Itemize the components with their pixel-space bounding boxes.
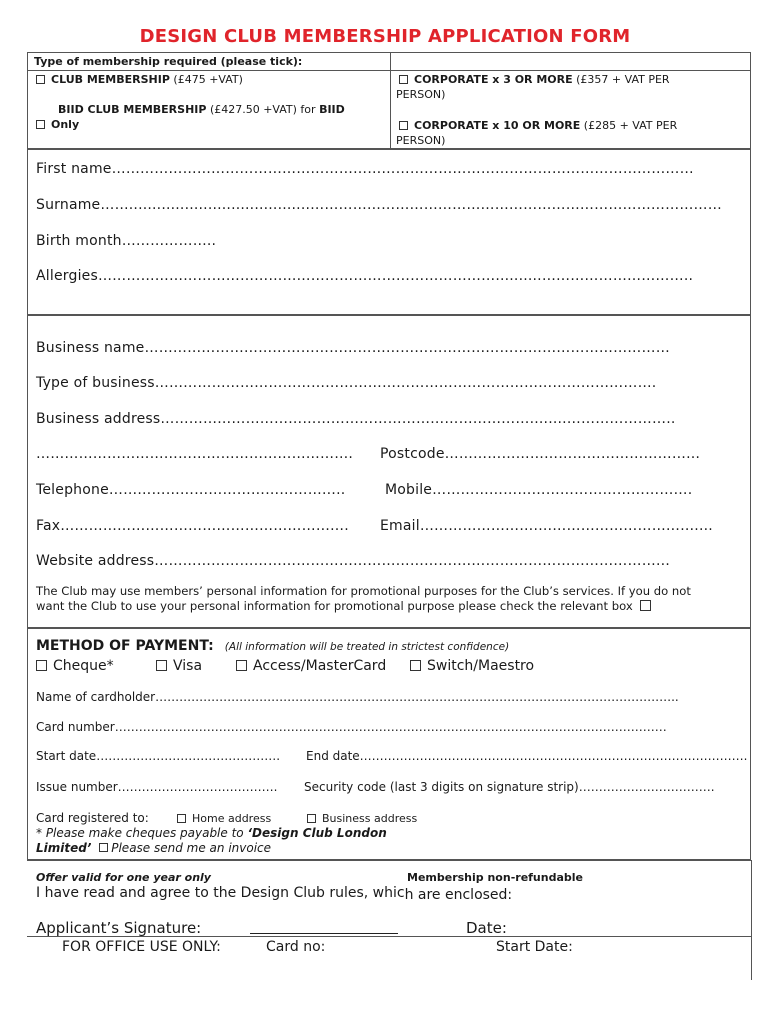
fax-field[interactable]: Fax……………………………………………………. xyxy=(36,518,349,534)
payment-option-maestro[interactable]: Switch/Maestro xyxy=(410,658,534,674)
option-corporate-3[interactable]: CORPORATE x 3 OR MORE (£357 + VAT PER xyxy=(399,73,670,86)
signature-label: Applicant’s Signature: xyxy=(36,919,202,937)
mobile-field[interactable]: Mobile………………………………………………. xyxy=(385,482,693,498)
home-address-option[interactable]: Home address xyxy=(177,812,271,825)
end-date-field[interactable]: End date……………………………………………………………………………………. xyxy=(306,749,748,763)
payment-note: (All information will be treated in strictest confidence) xyxy=(224,641,510,653)
issue-number-field[interactable]: Issue number…………………………………. xyxy=(36,780,278,794)
option-corporate-3-line2: PERSON) xyxy=(396,88,446,101)
form-title: DESIGN CLUB MEMBERSHIP APPLICATION FORM xyxy=(139,26,631,47)
card-no-label: Card no: xyxy=(266,939,326,955)
birth-month-field[interactable]: Birth month……………….. xyxy=(36,233,217,249)
card-number-field[interactable]: Card number………………………………………………………………………………………………………………………… xyxy=(36,720,667,734)
business-address-field[interactable]: Business address……………………………………………………………………........………………….. xyxy=(36,411,676,427)
membership-header: Type of membership required (please tick): xyxy=(34,55,303,68)
privacy-text-line2: want the Club to use your personal information for promotional purpose please check the relevant box xyxy=(36,599,657,613)
website-field[interactable]: Website address……………………………………………………….……………………………………… xyxy=(36,553,671,569)
invoice-checkbox[interactable] xyxy=(99,843,108,852)
first-name-field[interactable]: First name…………………………………………………………………………………………………………… xyxy=(36,161,694,177)
privacy-opt-out-checkbox[interactable] xyxy=(640,600,651,611)
option-corporate-10-line2: PERSON) xyxy=(396,134,446,147)
business-address-cont-field[interactable]: …………………………………………………………. xyxy=(36,446,354,462)
option-corporate-10[interactable]: CORPORATE x 10 OR MORE (£285 + VAT PER xyxy=(399,119,677,132)
checkbox-icon[interactable] xyxy=(410,660,421,671)
non-refundable-text: Membership non-refundable xyxy=(407,871,583,884)
office-use-label: FOR OFFICE USE ONLY: xyxy=(62,939,221,955)
checkbox-icon[interactable] xyxy=(236,660,247,671)
checkbox-icon[interactable] xyxy=(36,120,45,129)
agreement-text: I have read and agree to the Design Club rules, which are enclosed: xyxy=(36,885,513,903)
cheque-note-line2: Limited’ Please send me an invoice xyxy=(36,841,272,855)
option-biid-membership[interactable]: BIID CLUB MEMBERSHIP (£427.50 +VAT) for BIID xyxy=(58,103,345,116)
allergies-field[interactable]: Allergies…………………………………...……………………………………..........………………………….. xyxy=(36,268,694,284)
business-section xyxy=(27,315,751,628)
postcode-field[interactable]: Postcode……………………………………………… xyxy=(380,446,701,462)
security-code-field[interactable]: Security code (last 3 digits on signature strip)……………………………. xyxy=(304,780,715,794)
checkbox-icon[interactable] xyxy=(177,814,186,823)
checkbox-icon[interactable] xyxy=(36,660,47,671)
start-date-field[interactable]: Start date………………………………………. xyxy=(36,749,281,763)
payment-heading-row xyxy=(36,635,509,654)
business-type-field[interactable]: Type of business……………………………………………………………………………………………. xyxy=(36,375,657,391)
cardholder-field[interactable]: Name of cardholder………………………………………………………………………………………………………………….. xyxy=(36,690,679,704)
cheque-note: * Please make cheques payable to ‘Design Club London xyxy=(36,826,387,840)
payment-heading: METHOD OF PAYMENT: xyxy=(36,638,214,654)
date-label: Date: xyxy=(466,919,507,937)
checkbox-icon[interactable] xyxy=(399,75,408,84)
privacy-text-line1: The Club may use members’ personal information for promotional purposes for the Club’s services. If you do not xyxy=(36,584,691,598)
business-name-field[interactable]: Business name………………………………………………………………………………………………… xyxy=(36,340,670,356)
telephone-field[interactable]: Telephone………………………………………….. xyxy=(36,482,346,498)
checkbox-icon[interactable] xyxy=(36,75,45,84)
surname-field[interactable]: Surname…….......................................…………………………………………………………………………… xyxy=(36,197,722,213)
checkbox-icon[interactable] xyxy=(307,814,316,823)
card-registered-label: Card registered to: xyxy=(36,811,149,825)
email-field[interactable]: Email…………………….…………………………….... xyxy=(380,518,713,534)
payment-option-mastercard[interactable]: Access/MasterCard xyxy=(236,658,386,674)
signature-line[interactable] xyxy=(250,933,398,934)
option-club-membership[interactable]: CLUB MEMBERSHIP (£475 +VAT) xyxy=(36,73,243,86)
option-biid-line2[interactable]: Only xyxy=(36,118,79,131)
checkbox-icon[interactable] xyxy=(399,121,408,130)
offer-text: Offer valid for one year only xyxy=(36,871,211,884)
checkbox-icon[interactable] xyxy=(156,660,167,671)
payment-option-cheque[interactable]: Cheque* xyxy=(36,658,114,674)
payment-option-visa[interactable]: Visa xyxy=(156,658,202,674)
business-address-option[interactable]: Business address xyxy=(307,812,417,825)
start-date-label: Start Date: xyxy=(496,939,573,955)
